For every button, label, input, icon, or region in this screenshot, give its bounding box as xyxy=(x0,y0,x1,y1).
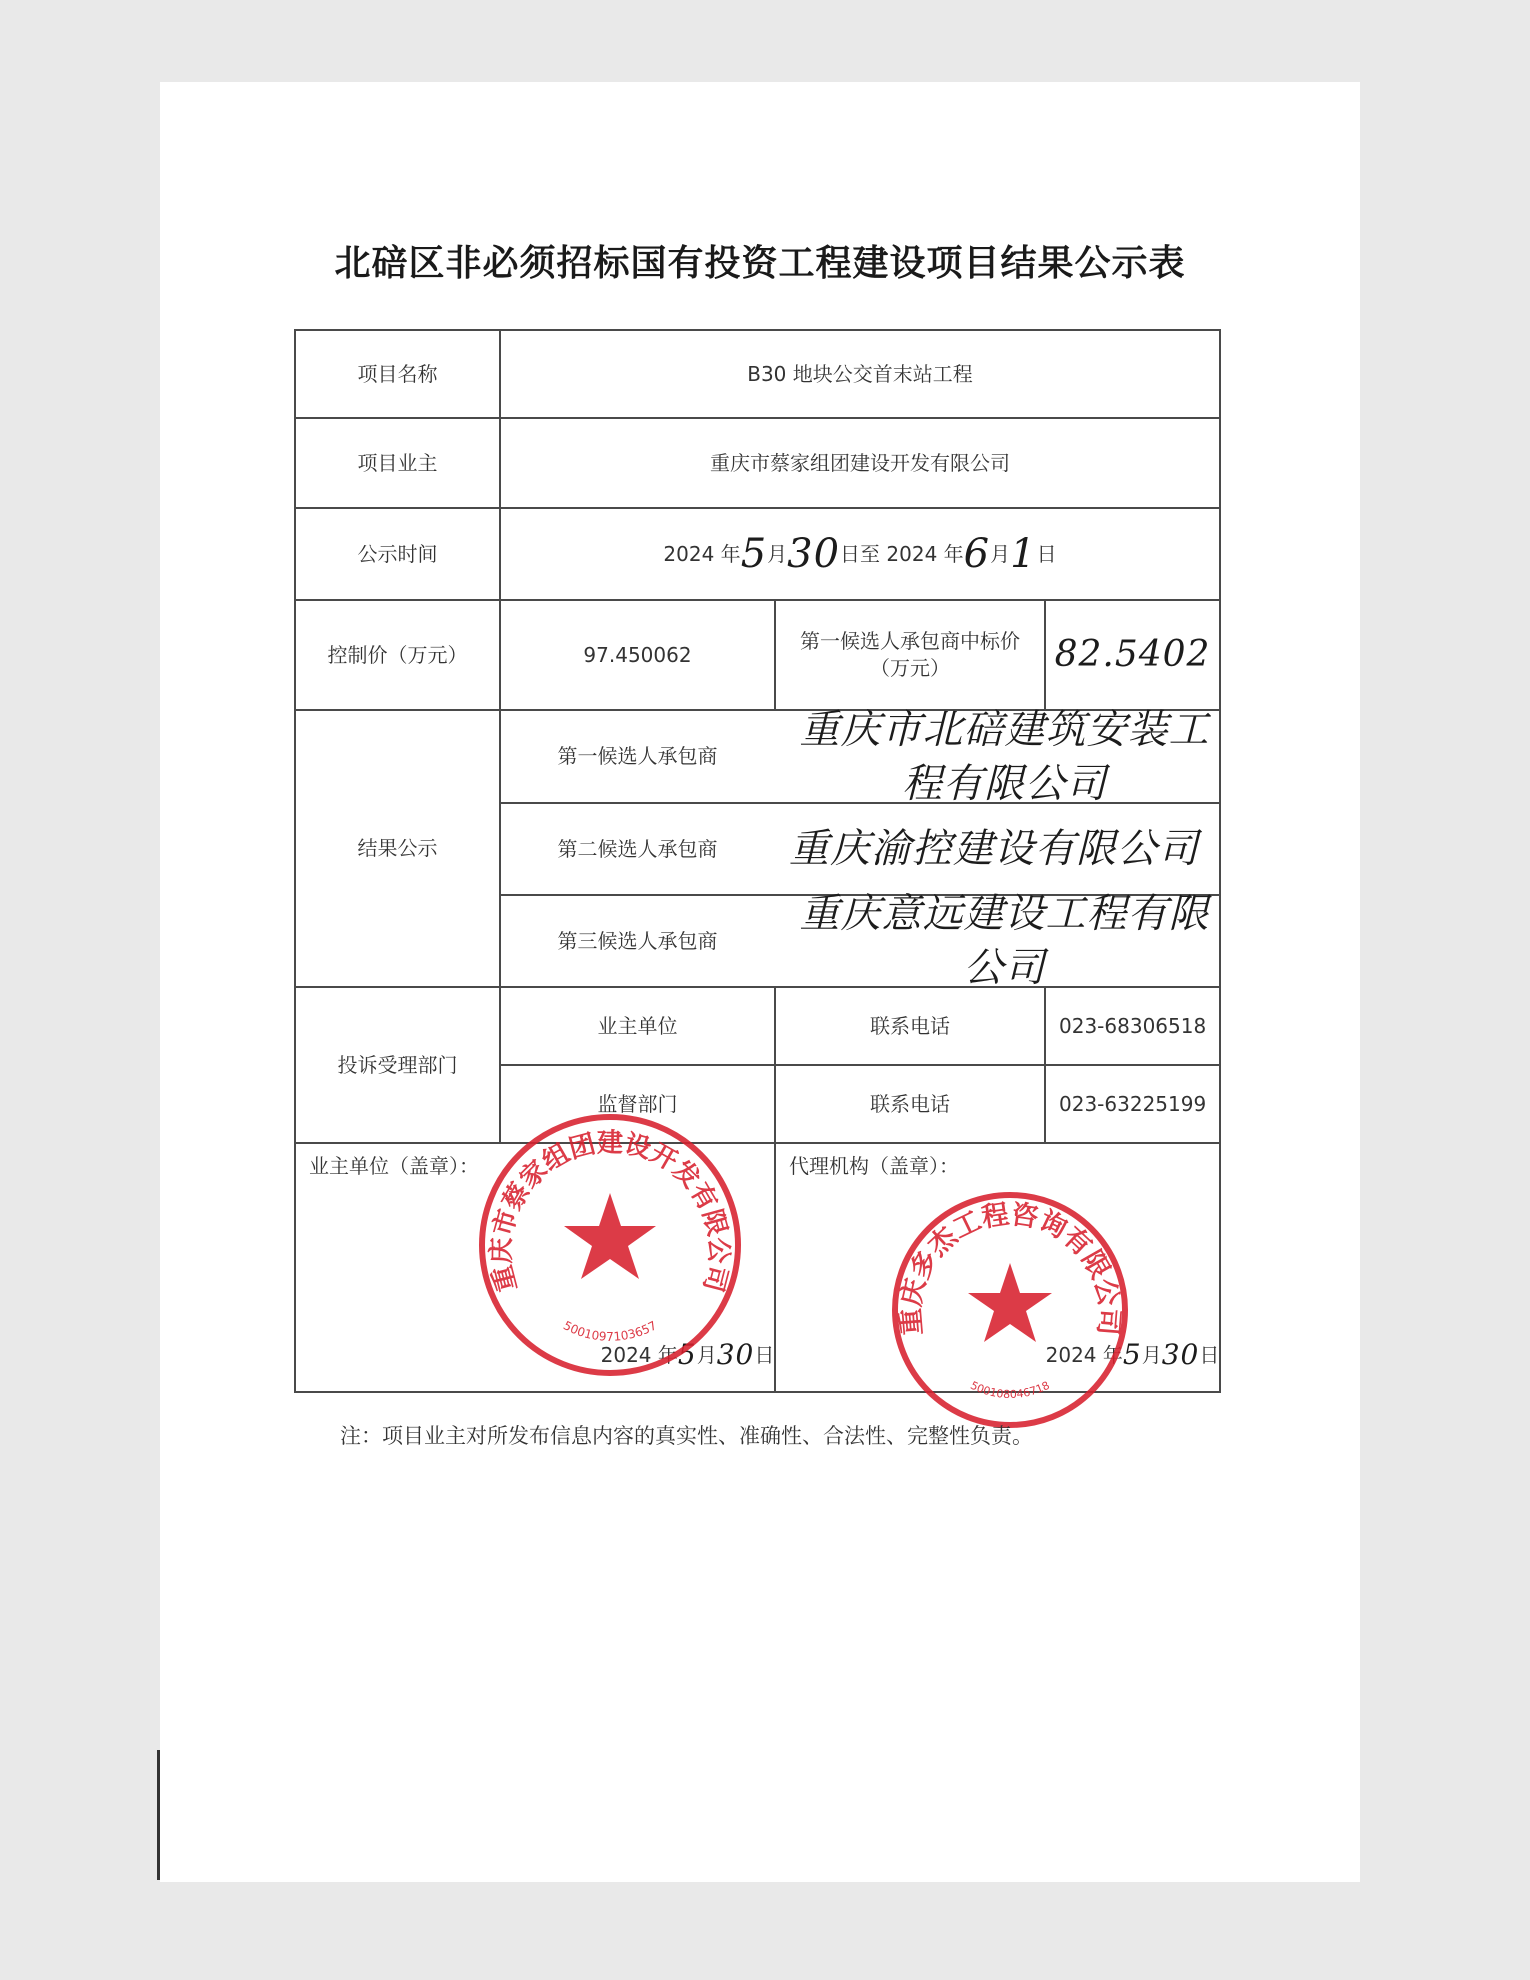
svg-text:5001097103657 xyxy=(561,1318,659,1343)
winning-bid-label-line2: （万元） xyxy=(870,656,950,680)
notice-end-month: 6 xyxy=(963,531,991,577)
notice-start-year: 2024 年 xyxy=(663,541,741,566)
agent-seal-label: 代理机构（盖章）： xyxy=(789,1154,959,1178)
scan-edge-line xyxy=(157,1750,160,1880)
notice-start-day: 30 xyxy=(787,531,841,577)
agent-seal-date-day: 30 xyxy=(1161,1338,1200,1372)
agent-company-stamp xyxy=(885,1185,1135,1435)
complaint-supervisor-phone-label: 联系电话 xyxy=(870,1091,950,1116)
notice-period-value xyxy=(500,508,1220,600)
agent-seal-date-year: 2024 年 xyxy=(1045,1342,1123,1367)
owner-seal-date-year: 2024 年 xyxy=(600,1342,678,1367)
owner-stamp-code: 5001097103657 xyxy=(560,1318,660,1344)
owner-value: 重庆市蔡家组团建设开发有限公司 xyxy=(710,450,1010,475)
page-title: 北碚区非必须招标国有投资工程建设项目结果公示表 xyxy=(334,242,1186,284)
owner-seal-label: 业主单位（盖章）： xyxy=(309,1154,479,1178)
winning-bid-label-line1: 第一候选人承包商中标价 xyxy=(800,629,1020,653)
owner-label: 项目业主 xyxy=(357,450,438,475)
winning-bid-value: 82.5402 xyxy=(1054,633,1211,675)
agent-seal-date-month-unit: 月 xyxy=(1141,1342,1162,1367)
candidate-1-label: 第一候选人承包商 xyxy=(557,744,718,768)
owner-seal-date-day: 30 xyxy=(716,1338,755,1372)
agent-stamp-text: 重庆多杰工程咨询有限公司 xyxy=(895,1199,1125,1337)
agent-seal-date-day-unit: 日 xyxy=(1199,1342,1220,1367)
candidate-3-name: 重庆意远建设工程有限公司 xyxy=(799,891,1210,991)
project-name-label: 项目名称 xyxy=(357,361,438,386)
owner-stamp-text: 重庆市蔡家组团建设开发有限公司 xyxy=(486,1128,734,1295)
notice-start-month: 5 xyxy=(740,531,768,577)
agent-stamp-code: 500108046718 xyxy=(968,1378,1052,1402)
footnote: 注：项目业主对所发布信息内容的真实性、准确性、合法性、完整性负责。 xyxy=(340,1424,1033,1448)
complaint-owner-phone: 023-68306518 xyxy=(1059,1013,1207,1038)
owner-company-stamp xyxy=(470,1105,750,1385)
control-price-label: 控制价（万元） xyxy=(327,642,468,667)
notice-separator: 日至 2024 年 xyxy=(840,541,964,566)
notice-period-label: 公示时间 xyxy=(357,541,438,566)
complaints-label: 投诉受理部门 xyxy=(337,1052,458,1077)
results-label: 结果公示 xyxy=(357,836,438,860)
control-price-value: 97.450062 xyxy=(583,642,692,667)
candidate-3-label: 第三候选人承包商 xyxy=(557,928,718,953)
candidate-2-label: 第二候选人承包商 xyxy=(557,836,718,861)
complaint-supervisor-phone: 023-63225199 xyxy=(1059,1091,1207,1116)
owner-seal-date-day-unit: 日 xyxy=(754,1342,775,1367)
notice-end-month-unit: 月 xyxy=(990,541,1011,566)
agent-seal-date-month: 5 xyxy=(1122,1338,1142,1372)
owner-seal-date-month: 5 xyxy=(677,1338,697,1372)
winning-bid-label xyxy=(775,600,1045,710)
complaint-supervisor-unit: 监督部门 xyxy=(597,1091,678,1116)
project-name-value: B30 地块公交首末站工程 xyxy=(747,361,973,386)
complaint-owner-phone-label: 联系电话 xyxy=(870,1013,950,1038)
candidate-2-name: 重庆渝控建设有限公司 xyxy=(789,826,1199,872)
notice-end-day: 1 xyxy=(1010,531,1037,577)
notice-end-day-unit: 日 xyxy=(1036,541,1057,566)
notice-month-unit: 月 xyxy=(767,541,788,566)
svg-text:500108046718 xyxy=(968,1379,1051,1401)
candidate-1-name: 重庆市北碚建筑安装工程有限公司 xyxy=(799,706,1210,807)
owner-seal-date-month-unit: 月 xyxy=(696,1342,717,1367)
complaint-owner-unit: 业主单位 xyxy=(597,1013,678,1038)
